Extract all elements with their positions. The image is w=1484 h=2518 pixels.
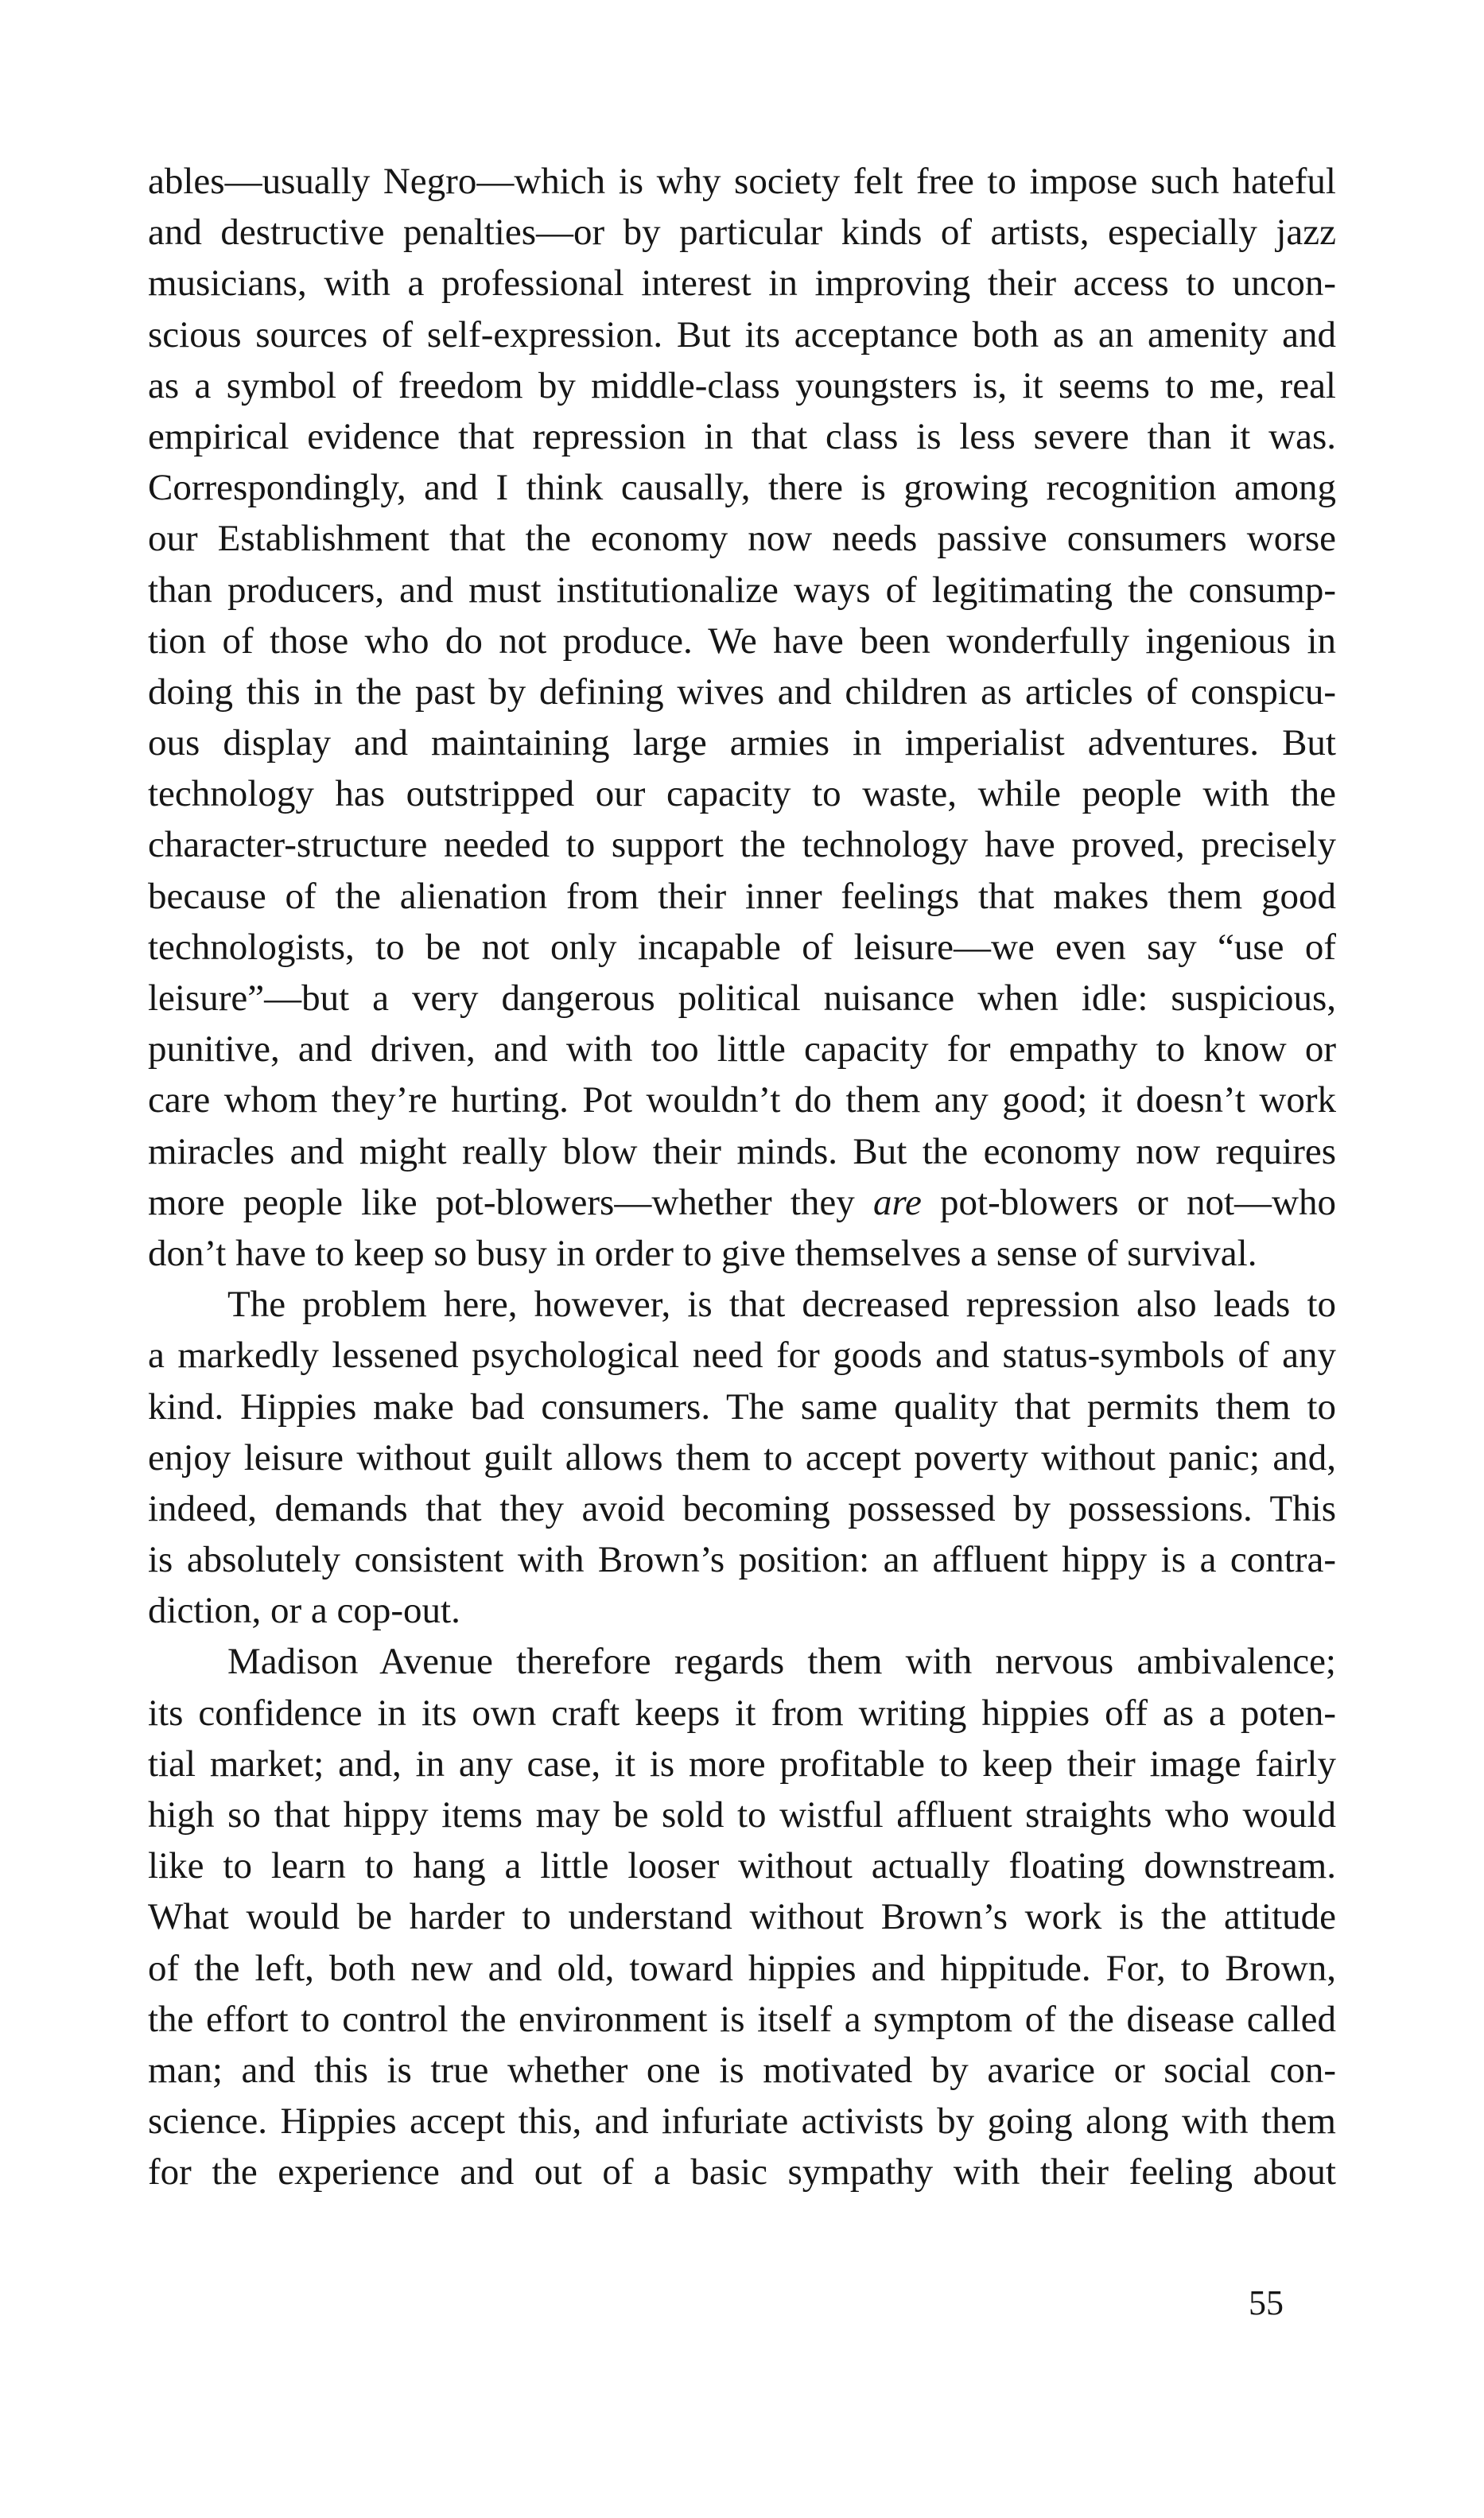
text-line: empirical evidence that repression in that class is less severe than it was.	[148, 415, 1336, 457]
text-line: character-structure needed to support the technology have proved, precisely	[148, 824, 1336, 866]
text-line: Madison Avenue therefore regards them with nervous ambivalence;	[227, 1641, 1336, 1683]
text-line: our Establishment that the economy now needs passive consumers worse	[148, 518, 1336, 560]
text-line: indeed, demands that they avoid becoming possessed by possessions. This	[148, 1487, 1336, 1529]
text-line: tion of those who do not produce. We have been wonderfully ingenious in	[148, 620, 1336, 662]
text-line: punitive, and driven, and with too little capacity for empathy to know or	[148, 1028, 1336, 1071]
text-line: diction, or a cop-out.	[148, 1590, 460, 1632]
text-line: a markedly lessened psychological need for goods and status-symbols of any	[148, 1335, 1336, 1377]
text-line: ables—usually Negro—which is why society felt free to impose such hateful	[148, 161, 1336, 202]
paragraph	[148, 156, 1336, 1279]
page-number: 55	[1249, 2283, 1284, 2322]
paragraph	[148, 1279, 1336, 1636]
text-line: more people like pot-blowers—whether they are pot-blowers or not—who	[148, 1181, 1336, 1223]
text-line: doing this in the past by defining wives and children as articles of conspicu-	[148, 670, 1336, 713]
text-line: of the left, both new and old, toward hippies and hippitude. For, to Brown,	[148, 1947, 1336, 1989]
text-line: The problem here, however, is that decreased repression also leads to	[227, 1284, 1336, 1326]
text-line: enjoy leisure without guilt allows them to accept poverty without panic; and,	[148, 1436, 1336, 1479]
text-line: miracles and might really blow their minds. But the economy now requires	[148, 1130, 1336, 1172]
text-line: care whom they’re hurting. Pot wouldn’t do them any good; it doesn’t work	[148, 1079, 1336, 1121]
text-line: is absolutely consistent with Brown’s position: an affluent hippy is a contra-	[148, 1539, 1336, 1581]
text-line: musicians, with a professional interest in improving their access to uncon-	[148, 262, 1336, 305]
text-line: tial market; and, in any case, it is more profitable to keep their image fairly	[148, 1743, 1336, 1785]
text-line: man; and this is true whether one is motivated by avarice or social con-	[148, 2049, 1336, 2091]
body-text	[148, 156, 1336, 2198]
text-line: because of the alienation from their inner feelings that makes them good	[148, 875, 1336, 917]
text-line: Correspondingly, and I think causally, there is growing recognition among	[148, 467, 1336, 509]
paragraph	[148, 1636, 1336, 2197]
text-line: like to learn to hang a little looser without actually floating downstream.	[148, 1845, 1336, 1887]
text-line: What would be harder to understand without Brown’s work is the attitude	[148, 1896, 1336, 1938]
text-line: as a symbol of freedom by middle-class youngsters is, it seems to me, real	[148, 364, 1336, 406]
text-line: for the experience and out of a basic sympathy with their feeling about	[148, 2151, 1336, 2194]
text-line: science. Hippies accept this, and infuriate activists by going along with them	[148, 2100, 1336, 2143]
text-line: kind. Hippies make bad consumers. The same quality that permits them to	[148, 1385, 1336, 1428]
text-line: and destructive penalties—or by particular kinds of artists, especially jazz	[148, 212, 1336, 254]
text-line: ous display and maintaining large armies in imperialist adventures. But	[148, 722, 1336, 764]
text-line: leisure”—but a very dangerous political nuisance when idle: suspicious,	[148, 977, 1336, 1019]
emphasis: are	[872, 1181, 922, 1223]
text-line: technologists, to be not only incapable of leisure—we even say “use of	[148, 926, 1336, 968]
text-line: the effort to control the environment is itself a symptom of the disease called	[148, 1998, 1336, 2040]
text-line: technology has outstripped our capacity to waste, while people with the	[148, 773, 1336, 815]
text-line: its confidence in its own craft keeps it from writing hippies off as a poten-	[148, 1692, 1336, 1734]
text-line: don’t have to keep so busy in order to give themselves a sense of survival.	[148, 1232, 1257, 1274]
text-line: scious sources of self-expression. But its acceptance both as an amenity and	[148, 313, 1336, 356]
text-line: than producers, and must institutionalize ways of legitimating the consump-	[148, 569, 1336, 611]
text-line: high so that hippy items may be sold to wistful affluent straights who would	[148, 1794, 1336, 1836]
